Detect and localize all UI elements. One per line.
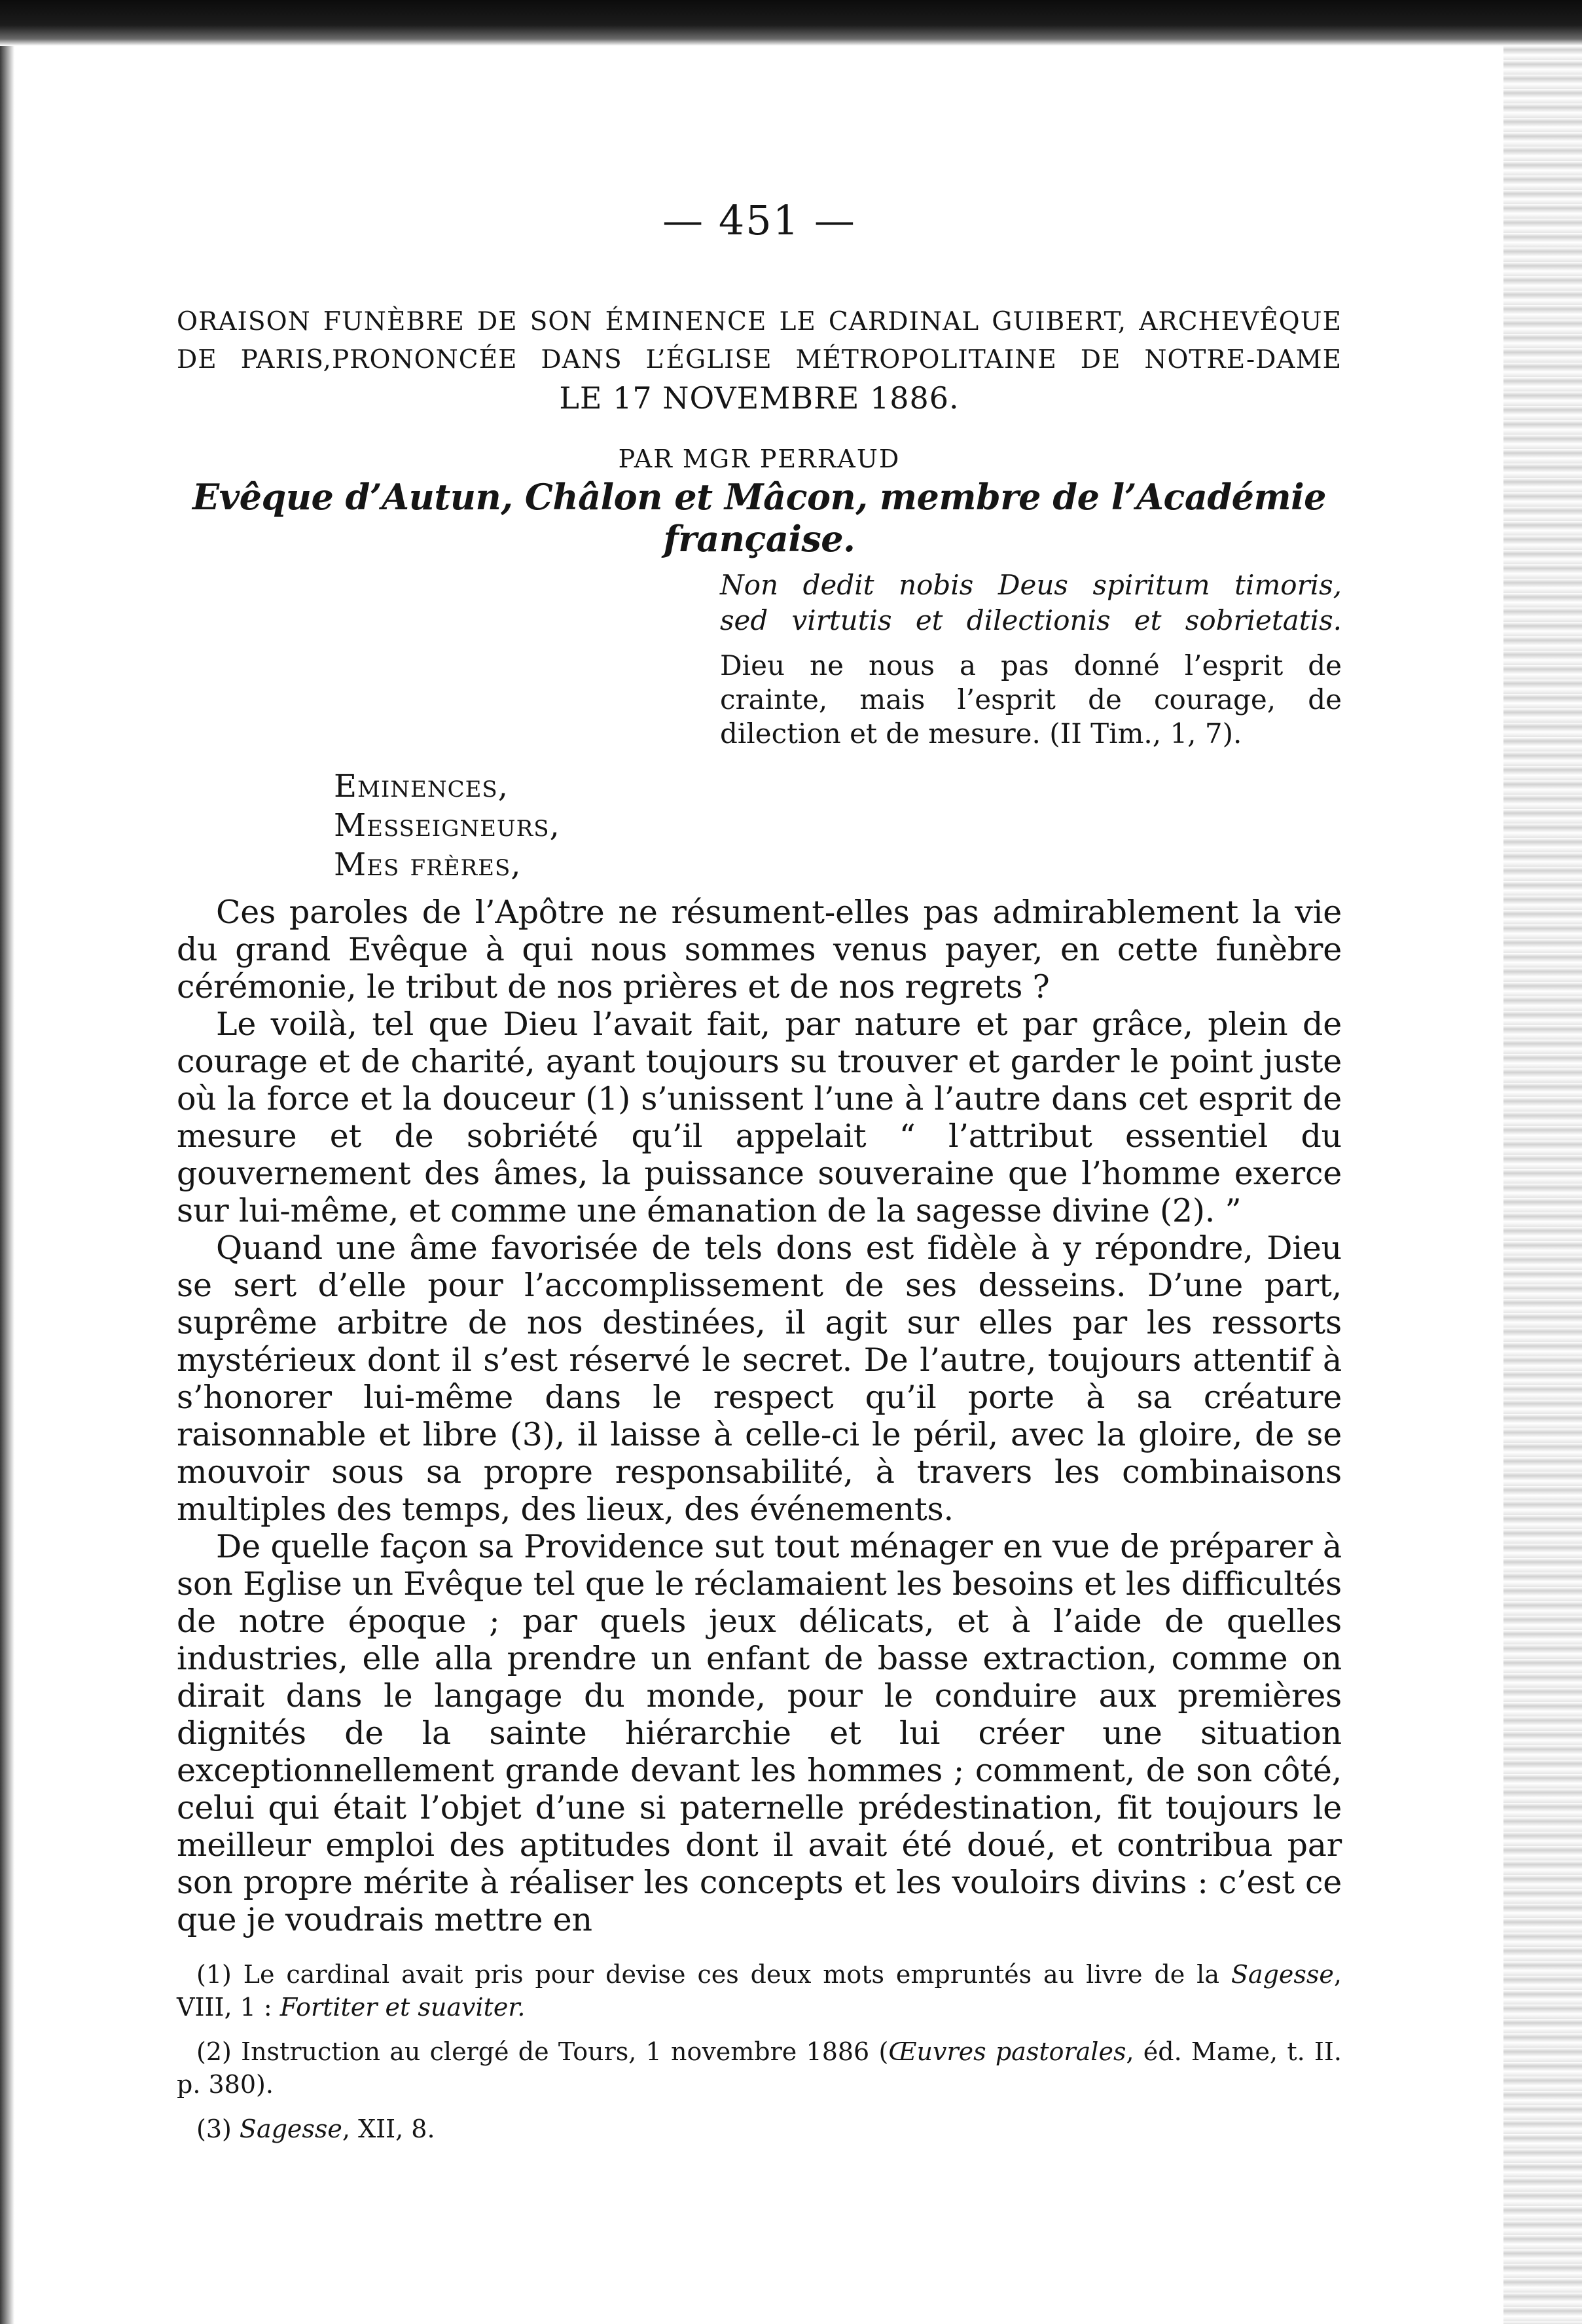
epigraph-latin-line-1: Non dedit nobis Deus spiritum timoris, — [720, 569, 1342, 601]
salutation-line-2: Messeigneurs, — [334, 807, 560, 844]
footnote-2-end: , éd. Mame, t. II. p. 380). — [177, 2037, 1342, 2099]
title-line-3: LE 17 NOVEMBRE 1886. — [559, 380, 960, 416]
title-line-1: ORAISON FUNÈBRE DE SON ÉMINENCE LE CARDINAL GUIBERT, ARCHEVÊQUE — [177, 307, 1342, 336]
page-number: — 451 — — [662, 196, 856, 244]
title-line-2: DE PARIS,PRONONCÉE DANS L’ÉGLISE MÉTROPOLITAINE DE NOTRE-DAME — [177, 345, 1342, 374]
footnote-3-end: , XII, 8. — [342, 2115, 435, 2143]
salutation — [334, 767, 1342, 884]
footnote-2-text: (2) Instruction au clergé de Tours, 1 novembre 1886 ( — [196, 2037, 889, 2066]
author-title: Evêque d’Autun, Châlon et Mâcon, membre de l’Académie française. — [192, 476, 1326, 560]
body-text — [177, 894, 1342, 1938]
footnote-1-mid: , VIII, 1 : — [177, 1960, 1342, 2022]
epigraph-french: Dieu ne nous a pas donné l’esprit de crainte, mais l’esprit de courage, de dilection et de mesure. (II Tim., 1, 7). — [720, 649, 1342, 750]
scan-right-edge-noise — [1503, 46, 1582, 2324]
scan-left-edge — [0, 46, 14, 2324]
scan-top-border — [0, 0, 1582, 46]
paragraph-2: Le voilà, tel que Dieu l’avait fait, par nature et par grâce, plein de courage et de charité, ayant toujours su trouver et garder le point juste où la force et la douceur (1) s’unissent l’une à l’autre dans cet esprit de mesure et de sobriété qu’il appelait “ l’attribut essentiel du gouvernement des âmes, la puissance souveraine que l’homme exerce sur lui-même, et comme une émanation de la sagesse divine (2). ” — [177, 1006, 1342, 1229]
salutation-line-3: Mes frères, — [334, 846, 522, 883]
document-title — [177, 303, 1342, 417]
paragraph-1: Ces paroles de l’Apôtre ne résument-elles pas admirablement la vie du grand Evêque à qui nous sommes venus payer, en cette funèbre cérémonie, le tribut de nos prières et de nos regrets ? — [177, 894, 1342, 1006]
footnote-3-text: (3) — [196, 2115, 240, 2143]
footnote-1-italic-1: Sagesse — [1231, 1960, 1334, 1989]
footnote-3 — [177, 2113, 1342, 2145]
footnote-3-italic: Sagesse — [239, 2115, 342, 2143]
footnote-2-italic: Œuvres pastorales — [888, 2037, 1126, 2066]
footnotes — [177, 1958, 1342, 2145]
paragraph-3: Quand une âme favorisée de tels dons est fidèle à y répondre, Dieu se sert d’elle pour l’accomplissement de ses desseins. D’une part, suprême arbitre de nos destinées, il agit sur elles par les ressorts mystérieux dont il s’est réservé le secret. De l’autre, toujours attentif à s’honorer lui-même dans le respect qu’il porte à sa créature raisonnable et libre (3), il laisse à celle-ci le péril, avec la gloire, de se mouvoir sous sa propre responsabilité, à travers les combinaisons multiples des temps, des lieux, des événements. — [177, 1229, 1342, 1528]
footnote-2 — [177, 2035, 1342, 2101]
epigraph-latin-line-2: sed virtutis et dilectionis et sobrietatis. — [720, 604, 1342, 636]
salutation-line-1: Eminences, — [334, 768, 509, 805]
paragraph-4: De quelle façon sa Providence sut tout ménager en vue de préparer à son Eglise un Evêque tel que le réclamaient les besoins et les difficultés de notre époque ; par quels jeux délicats, et à l’aide de quelles industries, elle alla prendre un enfant de basse extraction, comme on dirait dans le langage du monde, pour le conduire aux premières dignités de la sainte hiérarchie et lui créer une situation exceptionnellement grande devant les hommes ; comment, de son côté, celui qui était l’objet d’une si paternelle prédestination, fit toujours le meilleur emploi des aptitudes dont il avait été doué, et contribua par son propre mérite à réaliser les concepts et les vouloirs divins : c’est ce que je voudrais mettre en — [177, 1528, 1342, 1938]
footnote-1-italic-2: Fortiter et suaviter. — [279, 1993, 526, 2022]
epigraph-latin — [720, 568, 1342, 638]
document-page — [177, 196, 1342, 2157]
author-byline: PAR MGR PERRAUD — [618, 445, 901, 473]
footnote-1-text: (1) Le cardinal avait pris pour devise ces deux mots empruntés au livre de la — [196, 1960, 1231, 1989]
footnote-1 — [177, 1958, 1342, 2024]
